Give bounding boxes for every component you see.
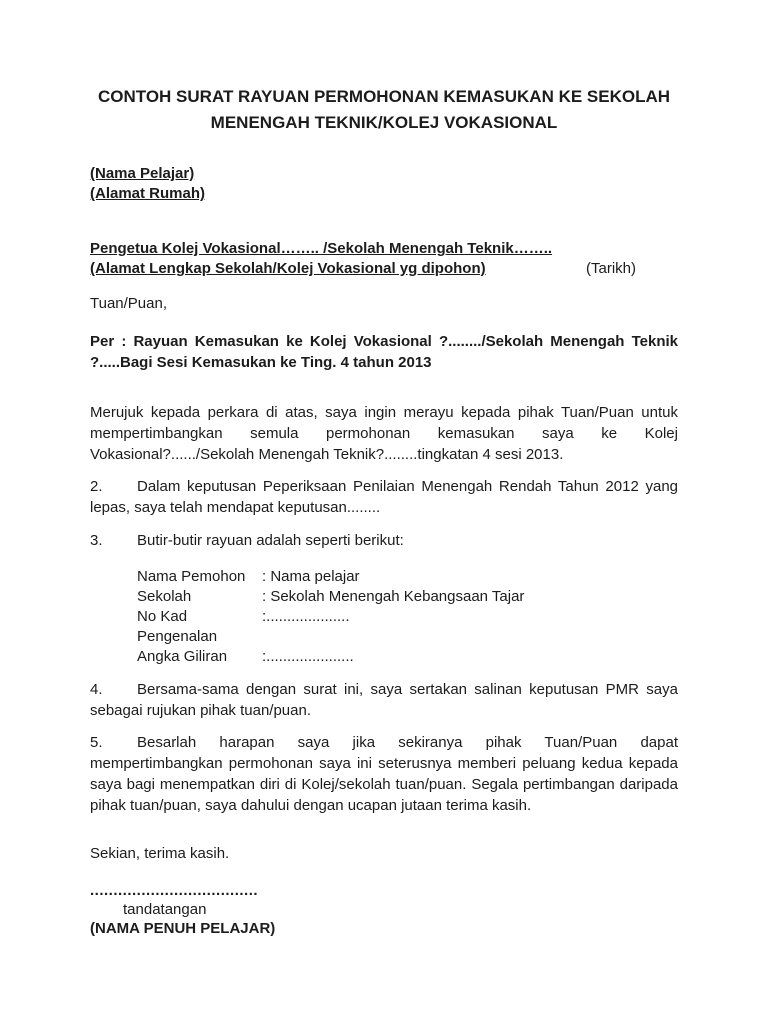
salutation: Tuan/Puan,: [90, 295, 167, 312]
sender-name-placeholder: (Nama Pelajar): [90, 165, 195, 182]
paragraph-3: [90, 530, 678, 551]
paragraph-5-number: 5.: [90, 734, 103, 751]
detail-label: Nama Pemohon: [137, 568, 246, 585]
paragraph-5: [90, 732, 678, 816]
paragraph-5-text: Besarlah harapan saya jika sekiranya pihak Tuan/Puan dapat mempertimbangkan permohonan saya ini seterusnya memberi peluang kedua kepada saya bagi menempatkan diri di Kolej/sekolah tuan/puan. Segala pertimbangan daripada pihak tuan/puan, saya dahului dengan ucapan jutaan terima kasih.: [90, 734, 678, 814]
paragraph-3-number: 3.: [90, 532, 103, 549]
recipient-block: [90, 239, 678, 279]
recipient-address-row: [90, 259, 678, 279]
detail-row-applicant-name: [137, 567, 678, 587]
detail-value: : Nama pelajar: [262, 568, 360, 585]
detail-label: Angka Giliran: [137, 648, 228, 665]
detail-value: : Sekolah Menengah Kebangsaan Tajar: [262, 588, 525, 605]
detail-value: :.....................: [262, 648, 354, 665]
appeal-details-list: [137, 567, 678, 667]
detail-value: :....................: [262, 608, 350, 625]
signature-block: [90, 881, 678, 938]
letter-title-line2: MENENGAH TEKNIK/KOLEJ VOKASIONAL: [210, 113, 558, 132]
paragraph-4: [90, 679, 678, 721]
detail-row-index-number: [137, 647, 678, 667]
detail-label: Sekolah: [137, 588, 192, 605]
date-placeholder: (Tarikh): [585, 260, 636, 277]
letter-title-line1: CONTOH SURAT RAYUAN PERMOHONAN KEMASUKAN KE SEKOLAH: [97, 87, 671, 106]
recipient-principal-line: Pengetua Kolej Vokasional…….. /Sekolah Menengah Teknik……..: [90, 240, 553, 257]
paragraph-4-number: 4.: [90, 681, 103, 698]
paragraph-2: [90, 476, 678, 518]
letter-title: [90, 84, 678, 136]
paragraph-intro: Merujuk kepada perkara di atas, saya ingin merayu kepada pihak Tuan/Puan untuk mempertimbangkan semula permohonan kemasukan saya ke Kolej Vokasional?....../Sekolah Menengah Teknik?........tingkatan 4 sesi 2013.: [90, 404, 678, 463]
paragraph-3-text: Butir-butir rayuan adalah seperti berikut:: [137, 532, 404, 549]
detail-label: No Kad Pengenalan: [137, 608, 218, 645]
recipient-address-placeholder: (Alamat Lengkap Sekolah/Kolej Vokasional yg dipohon): [90, 260, 486, 277]
signature-dotted-line: ....................................: [90, 882, 259, 899]
signature-name-placeholder: (NAMA PENUH PELAJAR): [90, 920, 276, 937]
sender-block: [90, 164, 678, 204]
detail-row-ic-number: [137, 607, 678, 647]
subject-line: Per : Rayuan Kemasukan ke Kolej Vokasional ?......../Sekolah Menengah Teknik ?.....Bagi Sesi Kemasukan ke Ting. 4 tahun 2013: [90, 333, 678, 371]
signature-label: tandatangan: [123, 901, 207, 918]
detail-row-school: [137, 587, 678, 607]
sender-address-placeholder: (Alamat Rumah): [90, 185, 206, 202]
paragraph-2-number: 2.: [90, 478, 103, 495]
paragraph-4-text: Bersama-sama dengan surat ini, saya sertakan salinan keputusan PMR saya sebagai rujukan pihak tuan/puan.: [90, 681, 678, 719]
paragraph-2-text: Dalam keputusan Peperiksaan Penilaian Menengah Rendah Tahun 2012 yang lepas, saya telah mendapat keputusan........: [90, 478, 678, 516]
closing-line: Sekian, terima kasih.: [90, 845, 230, 862]
